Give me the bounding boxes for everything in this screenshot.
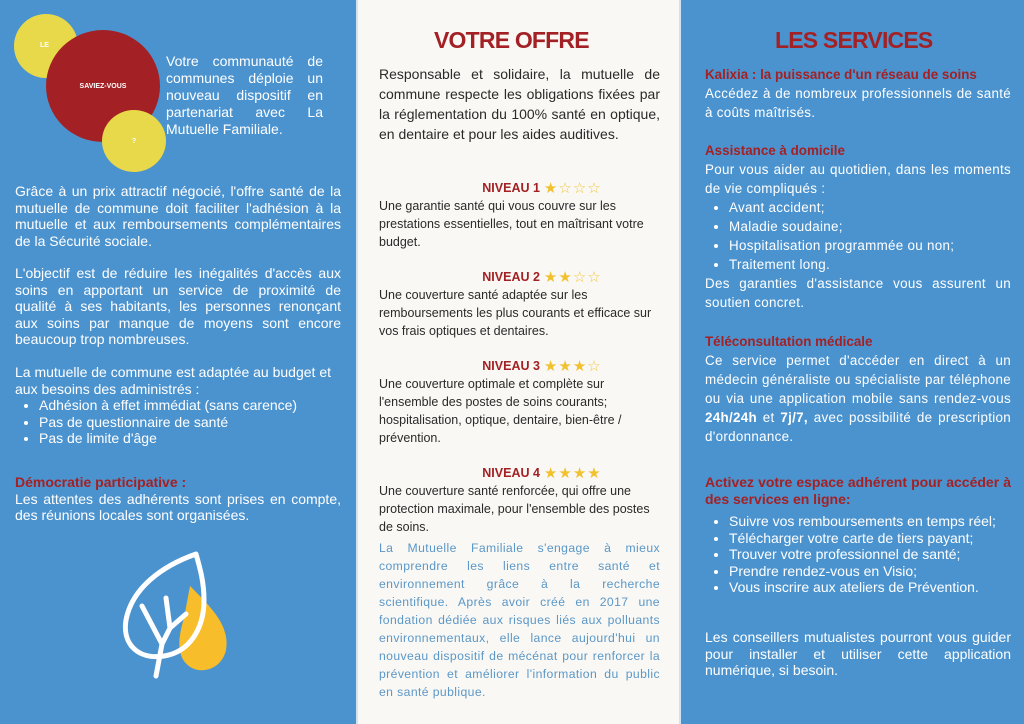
services-title: LES SERVICES xyxy=(775,27,933,53)
tele-bold-24h: 24h/24h xyxy=(705,410,757,425)
paragraph-prix: Grâce à un prix attractif négocié, l'offre santé de la mutuelle de commune doit faciliter l'adhésion à la mutuelle et aux remboursements complémentaires de la Sécurité sociale. xyxy=(15,183,341,249)
right-panel xyxy=(681,0,1024,724)
leaf-drop-icon xyxy=(112,548,242,688)
badge-le-text: LE xyxy=(40,42,49,49)
list-item: • Trouver votre professionnel de santé; xyxy=(729,546,1011,563)
democratie-text: Les attentes des adhérents sont prises en compte, des réunions locales sont organisées. xyxy=(15,490,341,523)
list-item: • Vous inscrire aux ateliers de Prévention. xyxy=(729,579,1011,596)
paragraph-adaptee xyxy=(15,364,341,447)
level-name: NIVEAU 4 xyxy=(482,466,540,480)
tele-bold-7j: 7j/7, xyxy=(780,410,808,425)
level-name: NIVEAU 1 xyxy=(482,181,540,195)
level-1 xyxy=(379,179,664,251)
level-text: Une couverture santé renforcée, qui offre une protection maximale, pour l'ensemble des postes de soins. xyxy=(379,484,650,534)
level-text: Une couverture optimale et complète sur l'ensemble des postes de soins courants; hospitalisation, optique, dentaire, bien-être / prévention. xyxy=(379,377,622,445)
leaf-veins xyxy=(142,598,186,676)
star-empty-icon: ☆ xyxy=(587,357,601,375)
democratie-heading: Démocratie participative : xyxy=(15,474,187,490)
tele-text-a: Ce service permet d'accéder en direct à un médecin généraliste ou spécialiste par téléphone ou via une application mobile sans rendez-vous xyxy=(705,353,1011,406)
list-item: • Pas de limite d'âge xyxy=(39,430,341,447)
kalixia-heading: Kalixia : la puissance d'un réseau de soins xyxy=(705,67,977,82)
assistance-block xyxy=(705,141,1011,312)
star-rating xyxy=(544,270,601,285)
star-empty-icon: ☆ xyxy=(572,268,587,286)
star-empty-icon: ☆ xyxy=(587,268,601,286)
assistance-heading: Assistance à domicile xyxy=(705,143,845,158)
espace-block xyxy=(705,474,1011,596)
assistance-footer: Des garanties d'assistance vous assurent un soutien concret. xyxy=(705,276,1011,310)
list-item: • Maladie soudaine; xyxy=(729,217,1011,236)
tele-text-c: avec possibilité de prescription d'ordonnance. xyxy=(705,410,1011,444)
star-filled-icon: ★ xyxy=(572,357,587,375)
list-item: • Pas de questionnaire de santé xyxy=(39,414,341,431)
list-item: • Télécharger votre carte de tiers payant; xyxy=(729,530,1011,547)
star-filled-icon: ★ xyxy=(558,357,572,375)
left-panel xyxy=(0,0,356,724)
star-filled-icon: ★ xyxy=(587,464,601,482)
level-text: Une garantie santé qui vous couvre sur les prestations essentielles, tout en maîtrisant votre budget. xyxy=(379,199,644,249)
list-item: • Adhésion à effet immédiat (sans carence) xyxy=(39,397,341,414)
intro-text: Votre communauté de communes déploie un nouveau dispositif en partenariat avec La Mutuelle Familiale. xyxy=(166,53,323,137)
engagement-text: La Mutuelle Familiale s'engage à mieux comprendre les liens entre santé et environnement grâce à la recherche scientifique. Après avoir créé en 2017 une fondation dédiée aux risques liés aux polluants environnementaux, elle lance aujourd'hui un nouveau dispositif de mécénat pour renforcer la prévention et améliorer l'information du public en santé publique. xyxy=(379,541,660,699)
star-filled-icon: ★ xyxy=(543,357,558,375)
star-rating xyxy=(544,359,601,374)
badge-saviez-text: SAVIEZ-VOUS xyxy=(79,82,127,90)
list-item: • Traitement long. xyxy=(729,255,1011,274)
offre-title: VOTRE OFFRE xyxy=(434,27,589,53)
espace-heading: Activez votre espace adhérent pour accéder à des services en ligne: xyxy=(705,474,1011,507)
star-filled-icon: ★ xyxy=(558,268,572,286)
tele-text-b: et xyxy=(756,410,781,425)
list-item: • Prendre rendez-vous en Visio; xyxy=(729,563,1011,580)
paragraph-objectif: L'objectif est de réduire les inégalités d'accès aux soins en apportant un service de proximité de qualité à ses habitants, les personnes renonçant aux soins par manque de moyens sont encore beaucoup trop nombreuses. xyxy=(15,265,341,347)
badge-q-text: ? xyxy=(131,137,137,145)
conseillers-text: Les conseillers mutualistes pourront vous guider pour installer et utiliser cette application numérique, si besoin. xyxy=(705,629,1011,678)
star-filled-icon: ★ xyxy=(543,464,558,482)
kalixia-text: Accédez à de nombreux professionnels de santé à coûts maîtrisés. xyxy=(705,86,1011,120)
star-filled-icon: ★ xyxy=(543,179,558,197)
star-filled-icon: ★ xyxy=(543,268,558,286)
middle-panel xyxy=(356,0,681,724)
list-item: • Suivre vos remboursements en temps réel; xyxy=(729,513,1011,530)
star-empty-icon: ☆ xyxy=(558,179,572,197)
star-rating xyxy=(544,466,601,481)
adaptee-list xyxy=(15,397,341,447)
kalixia-block xyxy=(705,65,1011,122)
level-name: NIVEAU 2 xyxy=(482,270,540,284)
tele-text xyxy=(705,351,1011,446)
star-filled-icon: ★ xyxy=(572,464,587,482)
level-text: Une couverture santé adaptée sur les remboursements les plus courants et efficace sur vos frais optiques et dentaires. xyxy=(379,288,652,338)
star-filled-icon: ★ xyxy=(558,464,572,482)
tele-heading: Téléconsultation médicale xyxy=(705,334,873,349)
level-2 xyxy=(379,268,664,340)
democratie-block xyxy=(15,474,341,524)
level-name: NIVEAU 3 xyxy=(482,359,540,373)
adaptee-text: La mutuelle de commune est adaptée au budget et aux besoins des administrés : xyxy=(15,364,331,397)
star-rating xyxy=(544,181,601,196)
offre-intro: Responsable et solidaire, la mutuelle de commune respecte les obligations fixées par la réglementation du 100% santé en optique, en dentaire et pour les aides auditives. xyxy=(379,66,660,142)
badge-circle-question xyxy=(102,110,166,172)
assistance-text: Pour vous aider au quotidien, dans les moments de vie compliqués : xyxy=(705,162,1011,196)
star-empty-icon: ☆ xyxy=(587,179,601,197)
star-empty-icon: ☆ xyxy=(572,179,587,197)
espace-list xyxy=(705,513,1011,596)
level-4 xyxy=(379,464,664,536)
tele-block xyxy=(705,332,1011,446)
list-item: • Avant accident; xyxy=(729,198,1011,217)
level-3 xyxy=(379,357,664,447)
assistance-list xyxy=(705,198,1011,274)
list-item: • Hospitalisation programmée ou non; xyxy=(729,236,1011,255)
